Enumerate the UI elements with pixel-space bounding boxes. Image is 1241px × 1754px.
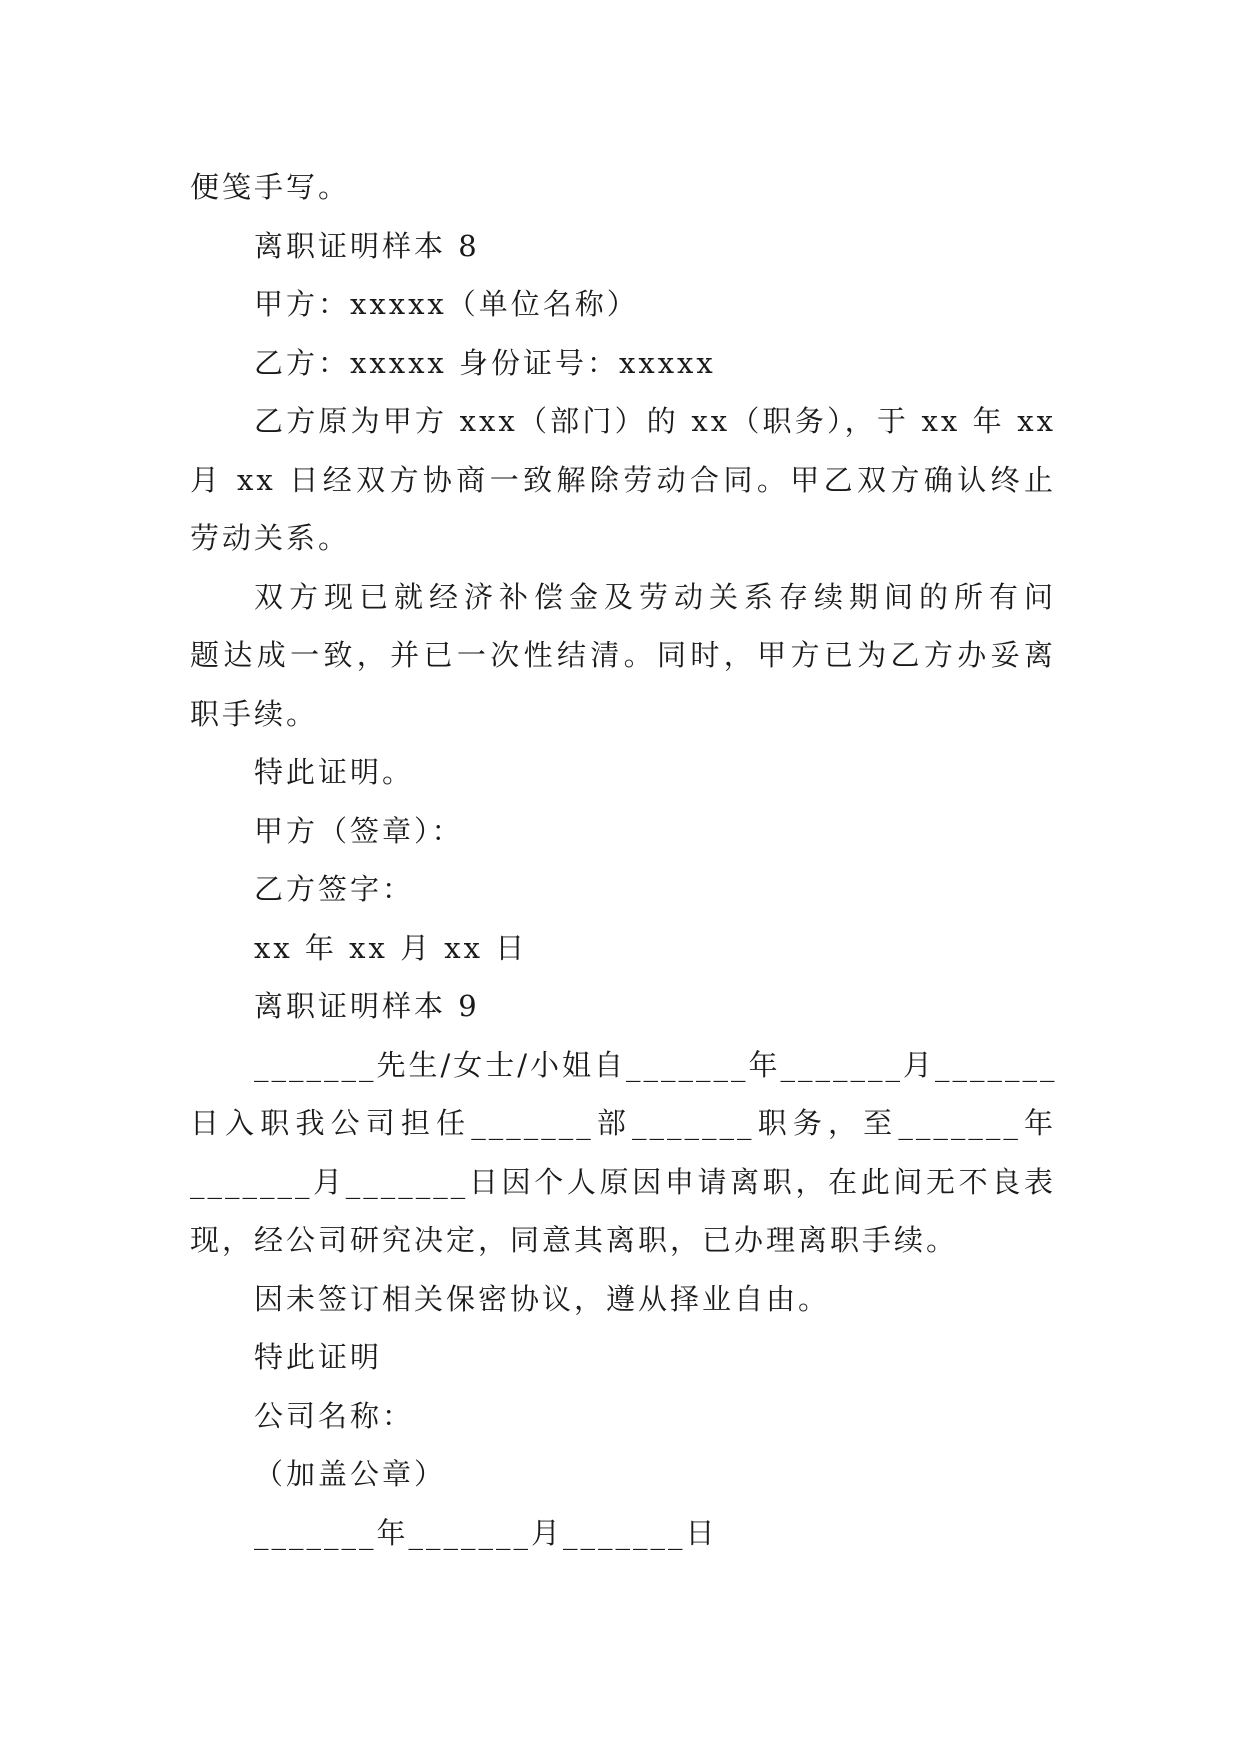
- line-text: 题达成一致，并已一次性结清。同时，甲方已为乙方办妥离: [190, 638, 1056, 672]
- paragraph-line: [190, 392, 1056, 451]
- section-heading: [190, 977, 1056, 1036]
- paragraph-line: [190, 1036, 1056, 1095]
- line-text: 乙方签字：: [254, 872, 415, 906]
- certification-line: [190, 1328, 1056, 1387]
- party-a-line: [190, 275, 1056, 334]
- line-text: 乙方原为甲方 xxx（部门）的 xx（职务），于 xx 年 xx: [254, 404, 1056, 438]
- paragraph-line: [190, 626, 1056, 685]
- line-text: 双方现已就经济补偿金及劳动关系存续期间的所有问: [254, 579, 1056, 614]
- document-body: [190, 158, 1056, 1562]
- line-text: 职手续。: [190, 696, 319, 731]
- party-b-line: [190, 334, 1056, 393]
- certification-line: [190, 743, 1056, 802]
- line-text: 甲方：xxxxx（单位名称）: [254, 287, 639, 321]
- paragraph-line: [190, 451, 1056, 510]
- line-text: _______月_______日因个人原因申请离职，在此间无不良表: [190, 1164, 1056, 1199]
- line-text: xx 年 xx 月 xx 日: [254, 930, 528, 965]
- line-text: 特此证明: [254, 1340, 383, 1374]
- line-text: 日入职我公司担任_______部_______职务，至_______年: [190, 1106, 1056, 1140]
- line-text: 离职证明样本 8: [254, 228, 480, 263]
- paragraph-line: [190, 509, 1056, 568]
- signature-line-party-b: [190, 860, 1056, 919]
- line-text: 劳动关系。: [190, 521, 351, 555]
- line-text: （加盖公章）: [254, 1457, 447, 1491]
- line-text: 特此证明。: [254, 755, 415, 789]
- section-heading: [190, 217, 1056, 276]
- company-name-line: [190, 1387, 1056, 1446]
- signature-line-party-a: [190, 802, 1056, 861]
- paragraph-line: [190, 1153, 1056, 1212]
- line-text: _______先生/女士/小姐自_______年_______月_______: [254, 1047, 1058, 1082]
- paragraph-line: [190, 1094, 1056, 1153]
- line-text: 因未签订相关保密协议，遵从择业自由。: [254, 1281, 831, 1316]
- line-text: 月 xx 日经双方协商一致解除劳动合同。甲乙双方确认终止: [190, 462, 1056, 497]
- paragraph-line: [190, 685, 1056, 744]
- date-line: [190, 1504, 1056, 1563]
- line-text: 公司名称：: [254, 1398, 415, 1433]
- line-text: 甲方（签章）：: [254, 813, 464, 848]
- line-text: 现，经公司研究决定，同意其离职，已办理离职手续。: [190, 1223, 959, 1257]
- line-text: 离职证明样本 9: [254, 989, 480, 1023]
- date-line: [190, 919, 1056, 978]
- paragraph-line: [190, 1211, 1056, 1270]
- line-text: 乙方：xxxxx 身份证号：xxxxx: [254, 345, 716, 380]
- line-text: 便笺手写。: [190, 170, 351, 204]
- paragraph-line: [190, 568, 1056, 627]
- line-text: _______年_______月_______日: [254, 1515, 718, 1550]
- body-line: [190, 158, 1056, 217]
- company-seal-line: [190, 1445, 1056, 1504]
- paragraph-line: [190, 1270, 1056, 1329]
